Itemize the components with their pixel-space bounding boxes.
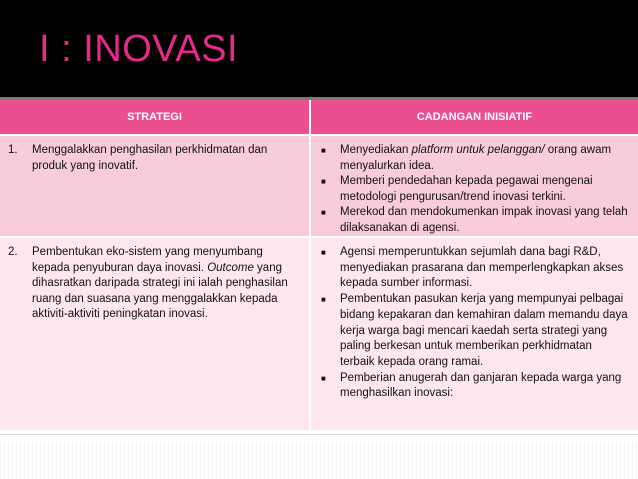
strategy-text: Pembentukan eko-sistem yang menyumbang kepada penyuburan daya inovasi. Outcome yang dihasratkan daripada strategi ini ialah penghasilan ruang dan suasana yang menggalakkan kepada aktiviti-aktiviti peningkatan inovasi. — [32, 246, 288, 320]
strategy-table — [0, 100, 638, 430]
table-header-row — [0, 100, 638, 134]
initiative-text: Memberi pendedahan kepada pegawai mengenai metodologi pengurusan/trend inovasi terkini. — [340, 175, 593, 203]
initiative-list — [319, 245, 628, 402]
initiative-text: Pembentukan pasukan kerja yang mempunyai pelbagai bidang kepakaran dan kemahiran dalam memandu daya kerja warga bagi mencari kaedah serta strategi yang paling berkesan untuk memberikan perkhidmatan terbaik kepada orang ramai. — [340, 293, 628, 368]
initiative-text: Merekod dan mendokumenkan impak inovasi yang telah dilaksanakan di agensi. — [340, 206, 628, 234]
initiative-text: Agensi memperuntukkan sejumlah dana bagi R&D, menyediakan prasarana dan memperlengkapkan akses kepada sumber informasi. — [340, 246, 624, 290]
list-item — [319, 205, 628, 236]
square-bullet-icon: ■ — [321, 177, 326, 186]
initiative-text: Menyediakan platform untuk pelanggan/ orang awam menyalurkan idea. — [340, 144, 612, 172]
header-strategi: STRATEGI — [0, 100, 311, 134]
initiative-list — [319, 143, 628, 236]
slide-footer-strip — [0, 434, 638, 479]
row-number: 2. — [8, 246, 18, 258]
list-item — [319, 371, 628, 402]
square-bullet-icon: ■ — [321, 146, 326, 155]
strategy-text: Menggalakkan penghasilan perkhidmatan dan produk yang inovatif. — [32, 144, 268, 172]
list-item — [319, 292, 628, 371]
square-bullet-icon: ■ — [321, 248, 326, 257]
initiative-cell — [311, 238, 638, 430]
strategy-cell — [0, 238, 311, 430]
table-row — [0, 134, 638, 236]
square-bullet-icon: ■ — [321, 295, 326, 305]
header-cadangan-inisiatif: CADANGAN INISIATIF — [416, 111, 533, 123]
list-item — [319, 174, 628, 205]
table-row — [0, 236, 638, 430]
square-bullet-icon: ■ — [321, 208, 326, 217]
slide-title: I : INOVASI — [39, 28, 239, 70]
row-number: 1. — [8, 144, 18, 156]
initiative-text: Pemberian anugerah dan ganjaran kepada warga yang menghasilkan inovasi: — [340, 371, 622, 400]
strategy-cell — [0, 136, 311, 236]
footer-texture — [0, 443, 638, 479]
square-bullet-icon: ■ — [321, 373, 326, 383]
list-item — [319, 245, 628, 292]
title-band — [0, 0, 638, 100]
initiative-cell — [311, 136, 638, 236]
list-item — [319, 143, 628, 174]
